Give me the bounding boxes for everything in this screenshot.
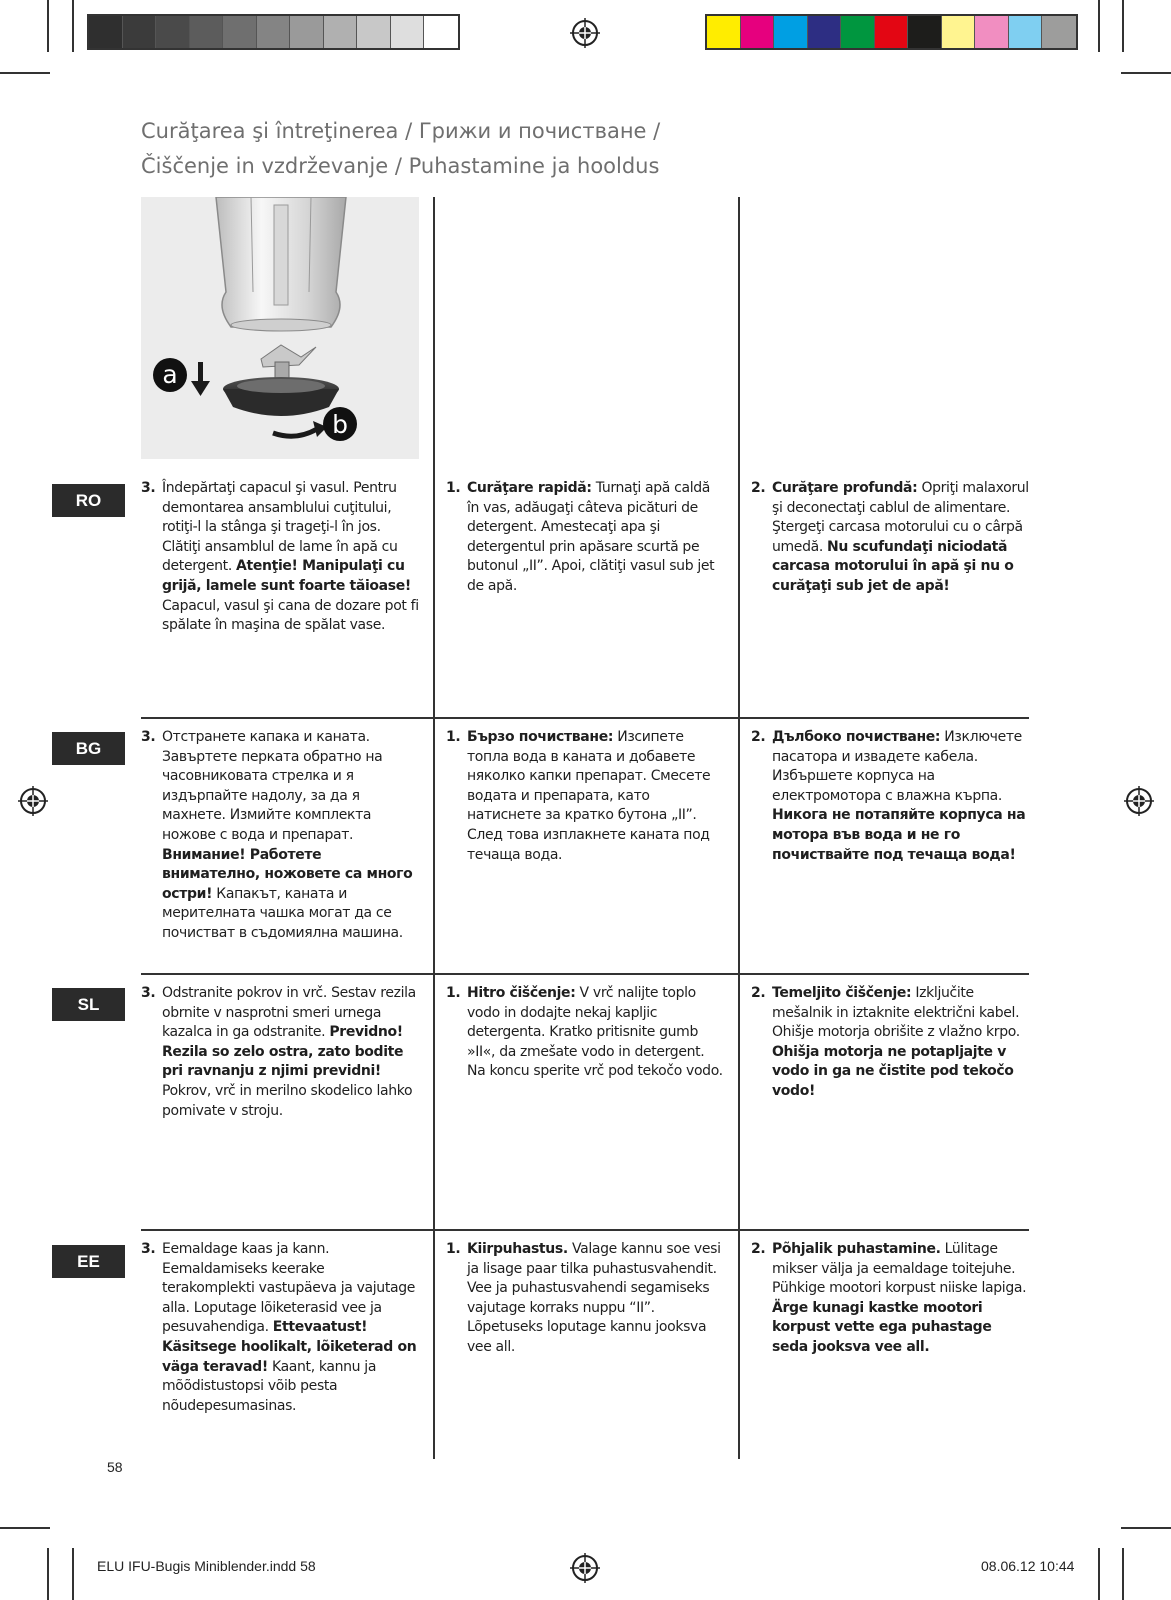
bold-text-run: Дълбоко почистване: [772,729,941,745]
step-text [467,1240,726,1358]
step-bg-3 [141,728,421,944]
page-title [141,114,660,184]
step-ro-1 [446,479,726,597]
color-swatch [1009,16,1043,48]
color-swatch [190,16,224,48]
figure-label-b: b [332,410,348,439]
color-swatch [257,16,291,48]
page-number: 58 [107,1459,123,1475]
text-run: Изсипете топла вода в каната и добавете няколко капки препарат. Смесете водата и препарата, като натиснете за кратко бутона „II”. След това изплакнете каната под течаща вода. [467,729,711,863]
lang-tag-ee: EE [52,1245,125,1278]
step-bg-1 [446,728,726,865]
step-sl-1 [446,984,726,1082]
color-swatch [89,16,123,48]
step-number: 2. [751,729,766,745]
registration-mark-icon [1124,786,1154,816]
text-run: Kaant, kannu ja mõõdistustopsi võib pesta nõudepesumasinas. [162,1358,377,1414]
text-run: Eemaldage kaas ja kann. Eemaldamiseks keerake terakomplekti vastupäeva ja vajutage alla. Loputage lõiketerasid vee ja pesuvahendiga. [162,1241,416,1336]
text-run: Lülitage mikser välja ja eemaldage toitejuhe. Pühkige mootori korpust niiske lapiga. [772,1241,1027,1297]
step-ee-1 [446,1240,726,1358]
bold-text-run: Ettevaatust! Käsitsege hoolikalt, lõiketerad on väga teravad! [162,1319,417,1375]
text-run: Turnaţi apă caldă în vas, adăugaţi câteva picături de detergent. Amestecaţi apa şi detergentul prin apăsare scurtă pe butonul „II”. Apoi, clătiţi vasul sub jet de apă. [467,480,715,594]
step-ro-2 [751,479,1031,597]
step-text [467,984,726,1082]
registration-mark-icon [18,786,48,816]
step-text [467,479,726,597]
color-swatch [223,16,257,48]
step-number: 1. [446,985,461,1001]
step-text [162,728,421,944]
text-run: Îndepărtaţi capacul şi vasul. Pentru demontarea ansamblului cuţitului, rotiţi-l la stânga şi trageţi-l în jos. Clătiţi ansamblul de lame în apă cu detergent. [162,480,398,575]
registration-mark-icon [570,18,600,48]
step-sl-3 [141,984,421,1121]
step-ee-3 [141,1240,421,1416]
text-run: Изключете пасатора и извадете кабела. Избършете корпуса на електромотора с влажна кърпа. [772,729,1022,804]
step-text [162,984,421,1121]
text-run: Отстранете капака и каната. Завъртете перката обратно на часовниковата стрелка и я издърпайте надолу, за да я махнете. Измийте комплекта ножове с вода и препарат. [162,729,383,843]
registration-mark-icon [570,1553,600,1583]
step-number: 3. [141,729,156,745]
text-run: Izključite mešalnik in iztaknite električni kabel. Ohišje motorja obrišite z vlažno krpo. [772,985,1020,1041]
step-number: 1. [446,729,461,745]
grayscale-color-bar [87,14,460,50]
color-swatch [324,16,358,48]
color-swatch [875,16,909,48]
lang-tag-bg: BG [52,732,125,765]
step-number: 2. [751,1241,766,1257]
title-line-1: Curăţarea şi întreţinerea / Грижи и почистване / [141,119,661,143]
step-text [162,479,421,636]
color-swatch [841,16,875,48]
figure-label-a: a [162,360,178,389]
color-swatch [424,16,458,48]
bold-text-run: Curăţare rapidă: [467,480,592,496]
bold-text-run: Никога не потапяйте корпуса на мотора във вода и не го почиствайте под течаща вода! [772,807,1026,863]
text-run: Valage kannu soe vesi ja lisage paar tilka puhastusvahendit. Vee ja puhastusvahendi segamiseks vajutage korraks nuppu “II”. Lõpetuseks loputage kannu jooksva vee all. [467,1241,721,1355]
step-number: 3. [141,985,156,1001]
text-run: Капакът, каната и мерителната чашка могат да се почистват в съдомиялна машина. [162,885,403,941]
process-color-bar [705,14,1078,50]
step-text [772,1240,1031,1358]
bold-text-run: Внимание! Работете внимателно, ножовете са много остри! [162,846,413,902]
step-number: 3. [141,480,156,496]
text-run: Pokrov, vrč in merilno skodelico lahko pomivate v stroju. [162,1082,413,1119]
step-number: 1. [446,1241,461,1257]
step-text [772,984,1031,1102]
step-number: 1. [446,480,461,496]
text-run: Odstranite pokrov in vrč. Sestav rezila obrnite v nasprotni smeri urnega kazalca in ga odstranite. [162,985,416,1041]
lang-tag-sl: SL [52,988,125,1021]
bold-text-run: Kiirpuhastus. [467,1241,568,1257]
bold-text-run: Curăţare profundă: [772,480,918,496]
color-swatch [808,16,842,48]
color-swatch [774,16,808,48]
step-ro-3 [141,479,421,636]
bold-text-run: Ohišja motorja ne potapljajte v vodo in ga ne čistite pod tekočo vodo! [772,1043,1014,1099]
step-text [772,728,1031,865]
color-swatch [741,16,775,48]
bold-text-run: Бързо почистване: [467,729,614,745]
color-swatch [357,16,391,48]
step-sl-2 [751,984,1031,1102]
step-number: 2. [751,480,766,496]
step-text [467,728,726,865]
color-swatch [975,16,1009,48]
text-run: V vrč nalijte toplo vodo in dodajte nekaj kapljic detergenta. Kratko pritisnite gumb »II«, da zmešate vodo in detergent. Na koncu sperite vrč pod tekočo vodo. [467,985,723,1080]
lang-tag-ro: RO [52,484,125,517]
color-swatch [123,16,157,48]
blender-disassembly-illustration [141,197,419,459]
step-number: 2. [751,985,766,1001]
step-ee-2 [751,1240,1031,1358]
color-swatch [707,16,741,48]
color-swatch [942,16,976,48]
bold-text-run: Ärge kunagi kastke mootori korpust vette ega puhastage seda jooksva vee all. [772,1299,992,1355]
step-text [772,479,1031,597]
color-swatch [908,16,942,48]
step-text [162,1240,421,1416]
title-line-2: Čiščenje in vzdrževanje / Puhastamine ja hooldus [141,154,660,178]
color-swatch [1042,16,1076,48]
bold-text-run: Nu scufundaţi niciodată carcasa motorului în apă şi nu o curăţaţi sub jet de apă! [772,538,1014,594]
color-swatch [391,16,425,48]
bold-text-run: Põhjalik puhastamine. [772,1241,941,1257]
bold-text-run: Previdno! Rezila so zelo ostra, zato bodite pri ravnanju z njimi previdni! [162,1024,404,1080]
step-bg-2 [751,728,1031,865]
text-run: Capacul, vasul şi cana de dozare pot fi spălate în maşina de spălat vase. [162,597,419,634]
step-number: 3. [141,1241,156,1257]
footer-file-slug: ELU IFU-Bugis Miniblender.indd 58 [97,1558,316,1574]
bold-text-run: Atenţie! Manipulaţi cu grijă, lamele sunt foarte tăioase! [162,558,411,594]
color-swatch [290,16,324,48]
bold-text-run: Hitro čiščenje: [467,985,576,1001]
bold-text-run: Temeljito čiščenje: [772,985,912,1001]
footer-date-slug: 08.06.12 10:44 [981,1558,1075,1574]
text-run: Opriţi malaxorul şi deconectaţi cablul de alimentare. Ştergeţi carcasa motorului cu o cârpă umedă. [772,480,1029,555]
color-swatch [156,16,190,48]
